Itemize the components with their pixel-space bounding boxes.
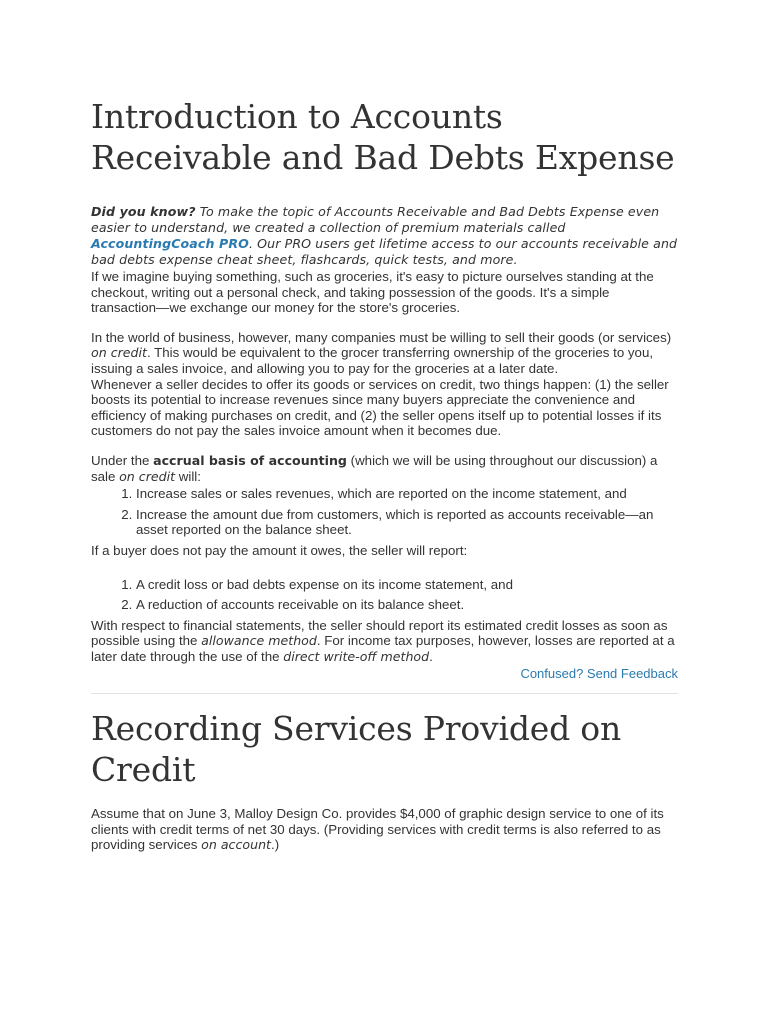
list-item: 2. A reduction of accounts receivable on its balance sheet. (136, 597, 678, 613)
paragraph-financial-statements (91, 618, 678, 665)
p4-accrual-basis: accrual basis of accounting (153, 452, 347, 468)
p6-allowance-method: allowance method (201, 633, 317, 649)
paragraph-world-of-business (91, 330, 678, 377)
s2-text-b: .) (271, 837, 280, 853)
list-item: 1. A credit loss or bad debts expense on its income statement, and (136, 577, 678, 593)
page-title: Introduction to Accounts Receivable and Bad Debts Expense (91, 97, 675, 177)
paragraph-malloy-design (91, 806, 678, 853)
list-item: 1. Increase sales or sales revenues, which are reported on the income statement, and (136, 486, 678, 502)
promo-callout (91, 204, 678, 268)
feedback-row (91, 666, 678, 682)
p6-text-b: . For income tax purposes, however, losses are reported at a later date through the use of the (91, 633, 675, 664)
credit-loss-list (91, 577, 678, 613)
p4-text-b: (which we will be using throughout our discussion) a sale (91, 452, 658, 484)
paragraph-groceries: If we imagine buying something, such as groceries, it's easy to picture ourselves standing at the checkout, writing out a personal check, and taking possession of the goods. It's a simple transaction—we exchange our money for the store's groceries. (91, 269, 654, 316)
p6-direct-write-off: direct write-off method (283, 648, 430, 664)
section-divider (91, 693, 678, 694)
p2-on-credit: on credit (91, 345, 147, 361)
s2-text-a: Assume that on June 3, Malloy Design Co. provides $4,000 of graphic design service to one of its clients with credit terms of net 30 days. (Providing services with credit terms is also referred to as providing services (91, 806, 664, 853)
p6-text-c: . (429, 648, 433, 664)
paragraph-accrual-basis (91, 453, 678, 484)
p2-text-b: . This would be equivalent to the grocer transferring ownership of the groceries to you, issuing a sales invoice, and allowing you to pay for the groceries at a later date. (91, 345, 654, 376)
callout-lead: Did you know? (91, 204, 196, 219)
p2-text-a: In the world of business, however, many companies must be willing to sell their goods (or services) (91, 329, 672, 345)
paragraph-two-things: Whenever a seller decides to offer its goods or services on credit, two things happen: (1) the seller boosts its potential to increase revenues since many buyers appreciate the convenience and efficiency of making purchases on credit, and (2) the seller opens itself up to potential losses if its customers do not pay the sales invoice amount when it becomes due. (91, 376, 669, 439)
p4-text-a: Under the (91, 452, 154, 468)
callout-text-1: To make the topic of Accounts Receivable and Bad Debts Expense even easier to understand, we created a collection of premium materials called (91, 204, 660, 235)
sale-effects-list (91, 486, 678, 538)
send-feedback-link[interactable]: Confused? Send Feedback (520, 666, 678, 682)
p6-text-a: With respect to financial statements, the seller should report its estimated credit losses as soon as possible using the (91, 617, 668, 649)
s2-on-account: on account (201, 837, 271, 853)
accountingcoach-pro-link[interactable]: AccountingCoach PRO (91, 236, 249, 251)
paragraph-buyer-does-not-pay: If a buyer does not pay the amount it owes, the seller will report: (91, 542, 468, 558)
p4-text-c: will: (175, 468, 201, 484)
callout-text-2: . Our PRO users get lifetime access to our accounts receivable and bad debts expense cheat sheet, flashcards, quick tests, and more. (91, 236, 678, 267)
p4-on-credit: on credit (119, 468, 176, 484)
list-item: 2. Increase the amount due from customers, which is reported as accounts receivable—an asset reported on the balance sheet. (136, 507, 678, 538)
section-title: Recording Services Provided on Credit (91, 709, 622, 790)
